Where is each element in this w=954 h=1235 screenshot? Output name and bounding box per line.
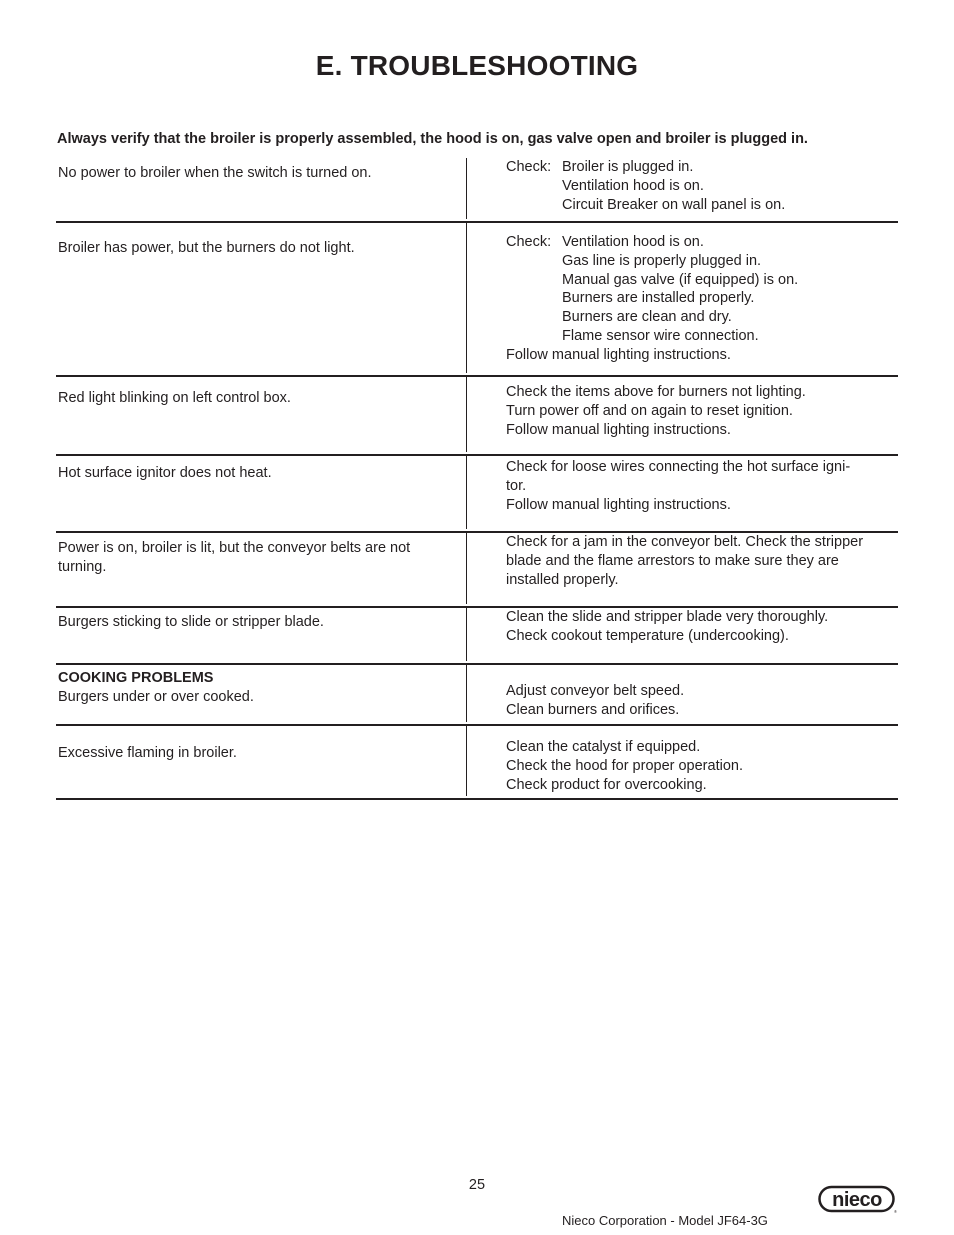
solution-line: Manual gas valve (if equipped) is on. [562,271,799,288]
solution-line: Check the items above for burners not lighting. [506,384,806,400]
table-row [56,377,898,456]
column-divider [466,377,467,452]
solution-cell [506,458,901,514]
problem-cell [58,669,453,707]
solution-line: Clean the catalyst if equipped. [506,739,701,755]
solution-line: installed properly. [506,571,619,588]
table-row [56,608,898,665]
solution-line: Follow manual lighting instructions. [506,346,731,363]
check-label: Check: [506,234,552,250]
table-row [56,158,898,223]
problem-cell [58,539,453,577]
problem-text: Burgers under or over cooked. [58,688,254,705]
solution-line: Gas line is properly plugged in. [562,252,762,269]
nieco-logo [818,1184,896,1214]
solution-line: Check for loose wires connecting the hot surface igni- [506,459,851,475]
solution-line: Ventilation hood is on. [562,177,704,194]
solution-line: Check cookout temperature (undercooking). [506,627,789,644]
table-row [56,223,898,377]
solution-cell [506,383,901,439]
solution-line: Adjust conveyor belt speed. [506,683,685,699]
problem-text: Burgers sticking to slide or stripper blade. [58,614,324,630]
table-row [56,726,898,800]
solution-line: Follow manual lighting instructions. [506,421,731,438]
solution-line: Clean the slide and stripper blade very thoroughly. [506,609,829,625]
column-divider [466,726,467,796]
table-row [56,665,898,726]
page-number: 25 [468,1177,486,1193]
solution-line: Clean burners and orifices. [506,701,680,718]
solution-cell [506,533,901,589]
footer-text: Nieco Corporation - Model JF64-3G [562,1213,768,1228]
problem-text: No power to broiler when the switch is turned on. [58,165,372,181]
solution-line: Circuit Breaker on wall panel is on. [562,196,786,213]
solution-cell [506,738,901,794]
svg-text:nieco: nieco [832,1189,882,1211]
problem-text: Excessive flaming in broiler. [58,745,237,761]
problem-cell [58,389,453,408]
column-divider [466,608,467,661]
column-divider [466,533,467,604]
table-row [56,533,898,608]
solution-line: Check for a jam in the conveyor belt. Check the stripper [506,534,864,550]
check-label: Check: [506,159,552,175]
problem-text: Broiler has power, but the burners do not light. [58,240,355,256]
column-divider [466,665,467,722]
column-divider [466,158,467,219]
solution-cell [506,233,901,365]
solution-line [506,158,901,177]
column-divider [466,223,467,373]
page-title: E. TROUBLESHOOTING [315,50,639,81]
solution-line: Flame sensor wire connection. [562,327,759,344]
solution-line: Burners are installed properly. [562,290,755,307]
solution-line: Follow manual lighting instructions. [506,496,731,513]
solution-line: Check product for overcooking. [506,776,707,793]
solution-cell [506,682,901,720]
solution-cell [506,608,901,646]
problem-text: Red light blinking on left control box. [58,390,291,406]
svg-text:®: ® [894,1209,897,1214]
solution-line: Burners are clean and dry. [562,309,732,326]
solution-line: tor. [506,477,527,494]
solution-text: Ventilation hood is on. [562,234,704,250]
problem-text: turning. [58,558,107,575]
solution-cell [506,158,901,214]
section-heading: COOKING PROBLEMS [58,670,214,686]
solution-line: Check the hood for proper operation. [506,757,743,774]
problem-cell [58,464,453,483]
problem-cell [58,164,453,183]
problem-cell [58,744,453,763]
table-row [56,456,898,533]
solution-line: blade and the flame arrestors to make sure they are [506,552,839,569]
intro-note: Always verify that the broiler is properly assembled, the hood is on, gas valve open and broiler is plugged in. [57,131,808,147]
problem-cell [58,613,453,632]
solution-line: Turn power off and on again to reset ignition. [506,402,793,419]
column-divider [466,456,467,529]
solution-line [506,233,901,252]
troubleshooting-table [56,158,898,800]
problem-text: Hot surface ignitor does not heat. [58,465,272,481]
problem-cell [58,239,453,258]
problem-text: Power is on, broiler is lit, but the conveyor belts are not [58,540,411,556]
solution-text: Broiler is plugged in. [562,159,694,175]
